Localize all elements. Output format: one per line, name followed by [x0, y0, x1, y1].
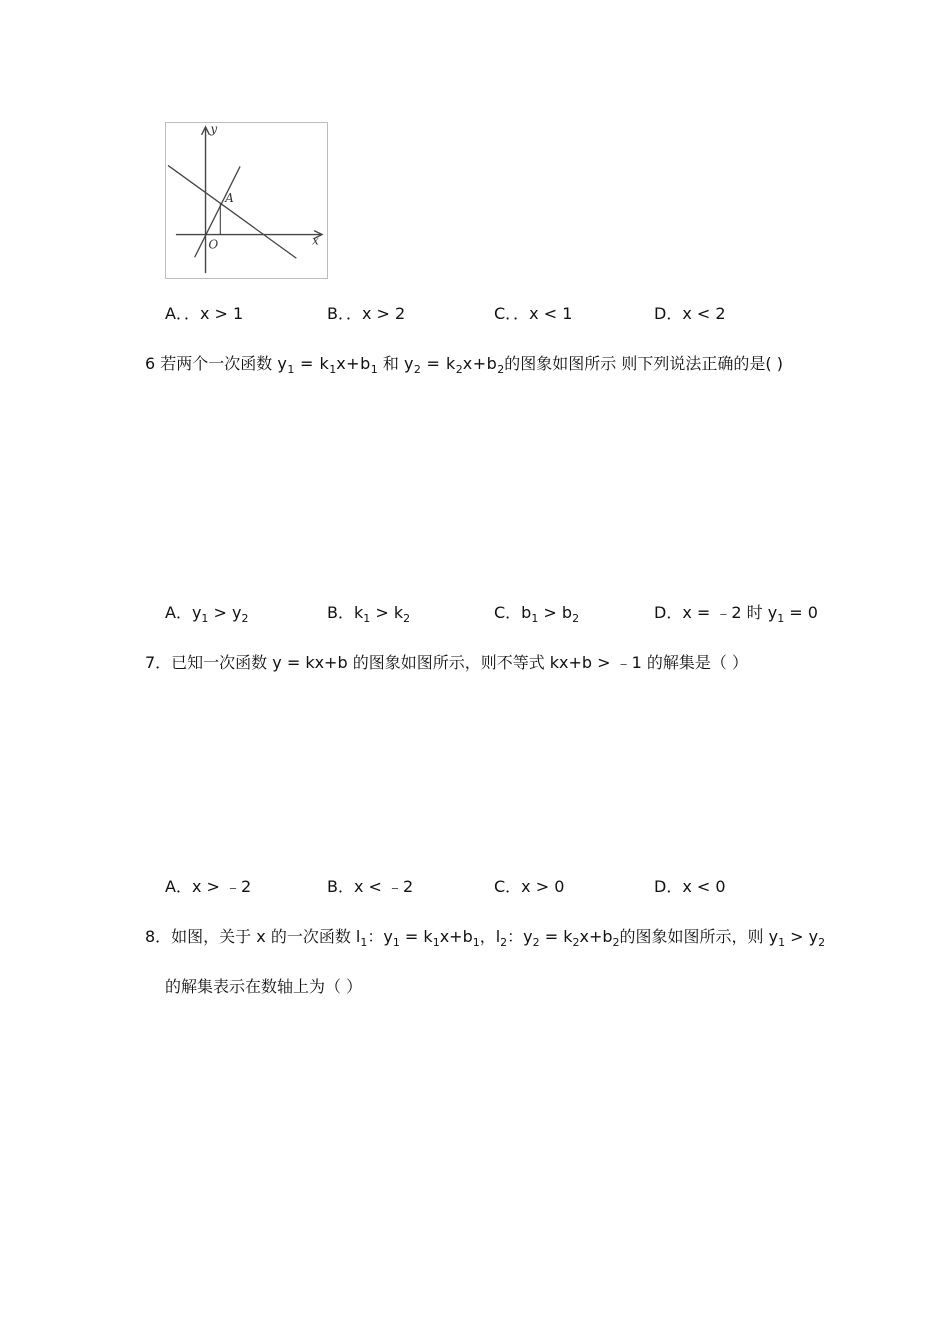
- q6-y2: y: [403, 354, 414, 373]
- q6-a-mid: > y: [208, 603, 242, 622]
- q8-l1-sub: 1: [360, 936, 368, 949]
- q6-y1: y: [277, 354, 288, 373]
- q6-a-sub1: 1: [201, 612, 209, 625]
- q7-stem: 7．已知一次函数 y = kx+b 的图象如图所示，则不等式 kx+b > ﹣1 的解集是（ ）: [145, 653, 749, 672]
- q6-c-pre: C．b: [494, 603, 532, 622]
- q8-p3: = k: [399, 927, 433, 946]
- q6-eq2: = k: [420, 354, 456, 373]
- q8-p2: ：y: [367, 927, 393, 946]
- q8-p8: x+b: [579, 927, 613, 946]
- q8-y1-sub: 1: [392, 936, 400, 949]
- q8-p6: ：y: [507, 927, 533, 946]
- q5-graph-svg: [166, 123, 327, 278]
- q6-x2: x+b: [462, 354, 498, 373]
- q6-d-pre: D．x = ﹣2 时 y: [654, 603, 778, 622]
- q6-option-d: [654, 600, 818, 623]
- q6-option-a: [165, 600, 248, 623]
- q7-option-c: C．x > 0: [494, 877, 565, 896]
- q6-eq1: = k: [294, 354, 330, 373]
- q8-b2-sub: 2: [612, 936, 620, 949]
- decreasing-line: [168, 165, 296, 258]
- q6-option-c: [494, 600, 579, 623]
- q8-p5: ，l: [479, 927, 501, 946]
- point-a-label: A: [225, 190, 234, 205]
- q8-p1: 8．如图，关于 x 的一次函数 l: [145, 927, 361, 946]
- q6-b-sub2: 2: [403, 612, 411, 625]
- q8-y2b-sub: 2: [818, 936, 826, 949]
- q7-option-b: B．x < ﹣2: [327, 877, 414, 896]
- q6-b1-sub: 1: [370, 363, 378, 376]
- q6-option-b: [327, 600, 410, 623]
- q6-b-pre: B．k: [327, 603, 364, 622]
- q6-c-mid: > b: [538, 603, 573, 622]
- q6-a-sub2: 2: [241, 612, 249, 625]
- q6-c-sub1: 1: [531, 612, 539, 625]
- q6-c-sub2: 2: [572, 612, 580, 625]
- x-axis-label: x: [312, 233, 319, 248]
- q6-text-2: 的图象如图所示 则下列说法正确的是( ): [504, 354, 783, 373]
- q8-stem-line-1: [145, 924, 825, 950]
- q8-p9: 的图象如图所示，则 y: [619, 927, 779, 946]
- q8-p4: x+b: [439, 927, 473, 946]
- q6-y2-sub: 2: [413, 363, 421, 376]
- q8-stem-line-2: 的解集表示在数轴上为（ ）: [165, 977, 363, 996]
- q6-d-mid: = 0: [784, 603, 818, 622]
- origin-label: O: [208, 237, 219, 252]
- q6-k1-sub: 1: [329, 363, 337, 376]
- q5-option-b: B．．x > 2: [327, 304, 406, 323]
- q8-y1b-sub: 1: [778, 936, 786, 949]
- q5-graph-figure: [165, 122, 328, 279]
- q5-option-a: A．．x > 1: [165, 304, 244, 323]
- q6-and: 和: [382, 354, 399, 373]
- q6-d-sub1: 1: [777, 612, 785, 625]
- q5-option-d: D．x < 2: [654, 304, 726, 323]
- q6-y1-sub: 1: [287, 363, 295, 376]
- q6-x1: x+b: [336, 354, 371, 373]
- q6-a-pre: A．y: [165, 603, 202, 622]
- q6-b-sub1: 1: [363, 612, 371, 625]
- q8-y2-sub: 2: [532, 936, 540, 949]
- q6-b-mid: > k: [370, 603, 404, 622]
- q8-k2-sub: 2: [572, 936, 580, 949]
- q8-k1-sub: 1: [432, 936, 440, 949]
- q6-b2-sub: 2: [497, 363, 505, 376]
- q8-p7: = k: [539, 927, 573, 946]
- q8-p10: > y: [785, 927, 819, 946]
- q6-text-1: 若两个一次函数: [160, 354, 273, 373]
- q8-b1-sub: 1: [472, 936, 480, 949]
- q7-option-d: D．x < 0: [654, 877, 726, 896]
- q6-k2-sub: 2: [455, 363, 463, 376]
- q6-number: 6: [145, 354, 156, 373]
- q7-option-a: A．x > ﹣2: [165, 877, 252, 896]
- q8-l2-sub: 2: [500, 936, 508, 949]
- q5-option-c: C．．x < 1: [494, 304, 573, 323]
- q6-stem: [145, 351, 783, 377]
- y-axis-label: y: [210, 123, 218, 136]
